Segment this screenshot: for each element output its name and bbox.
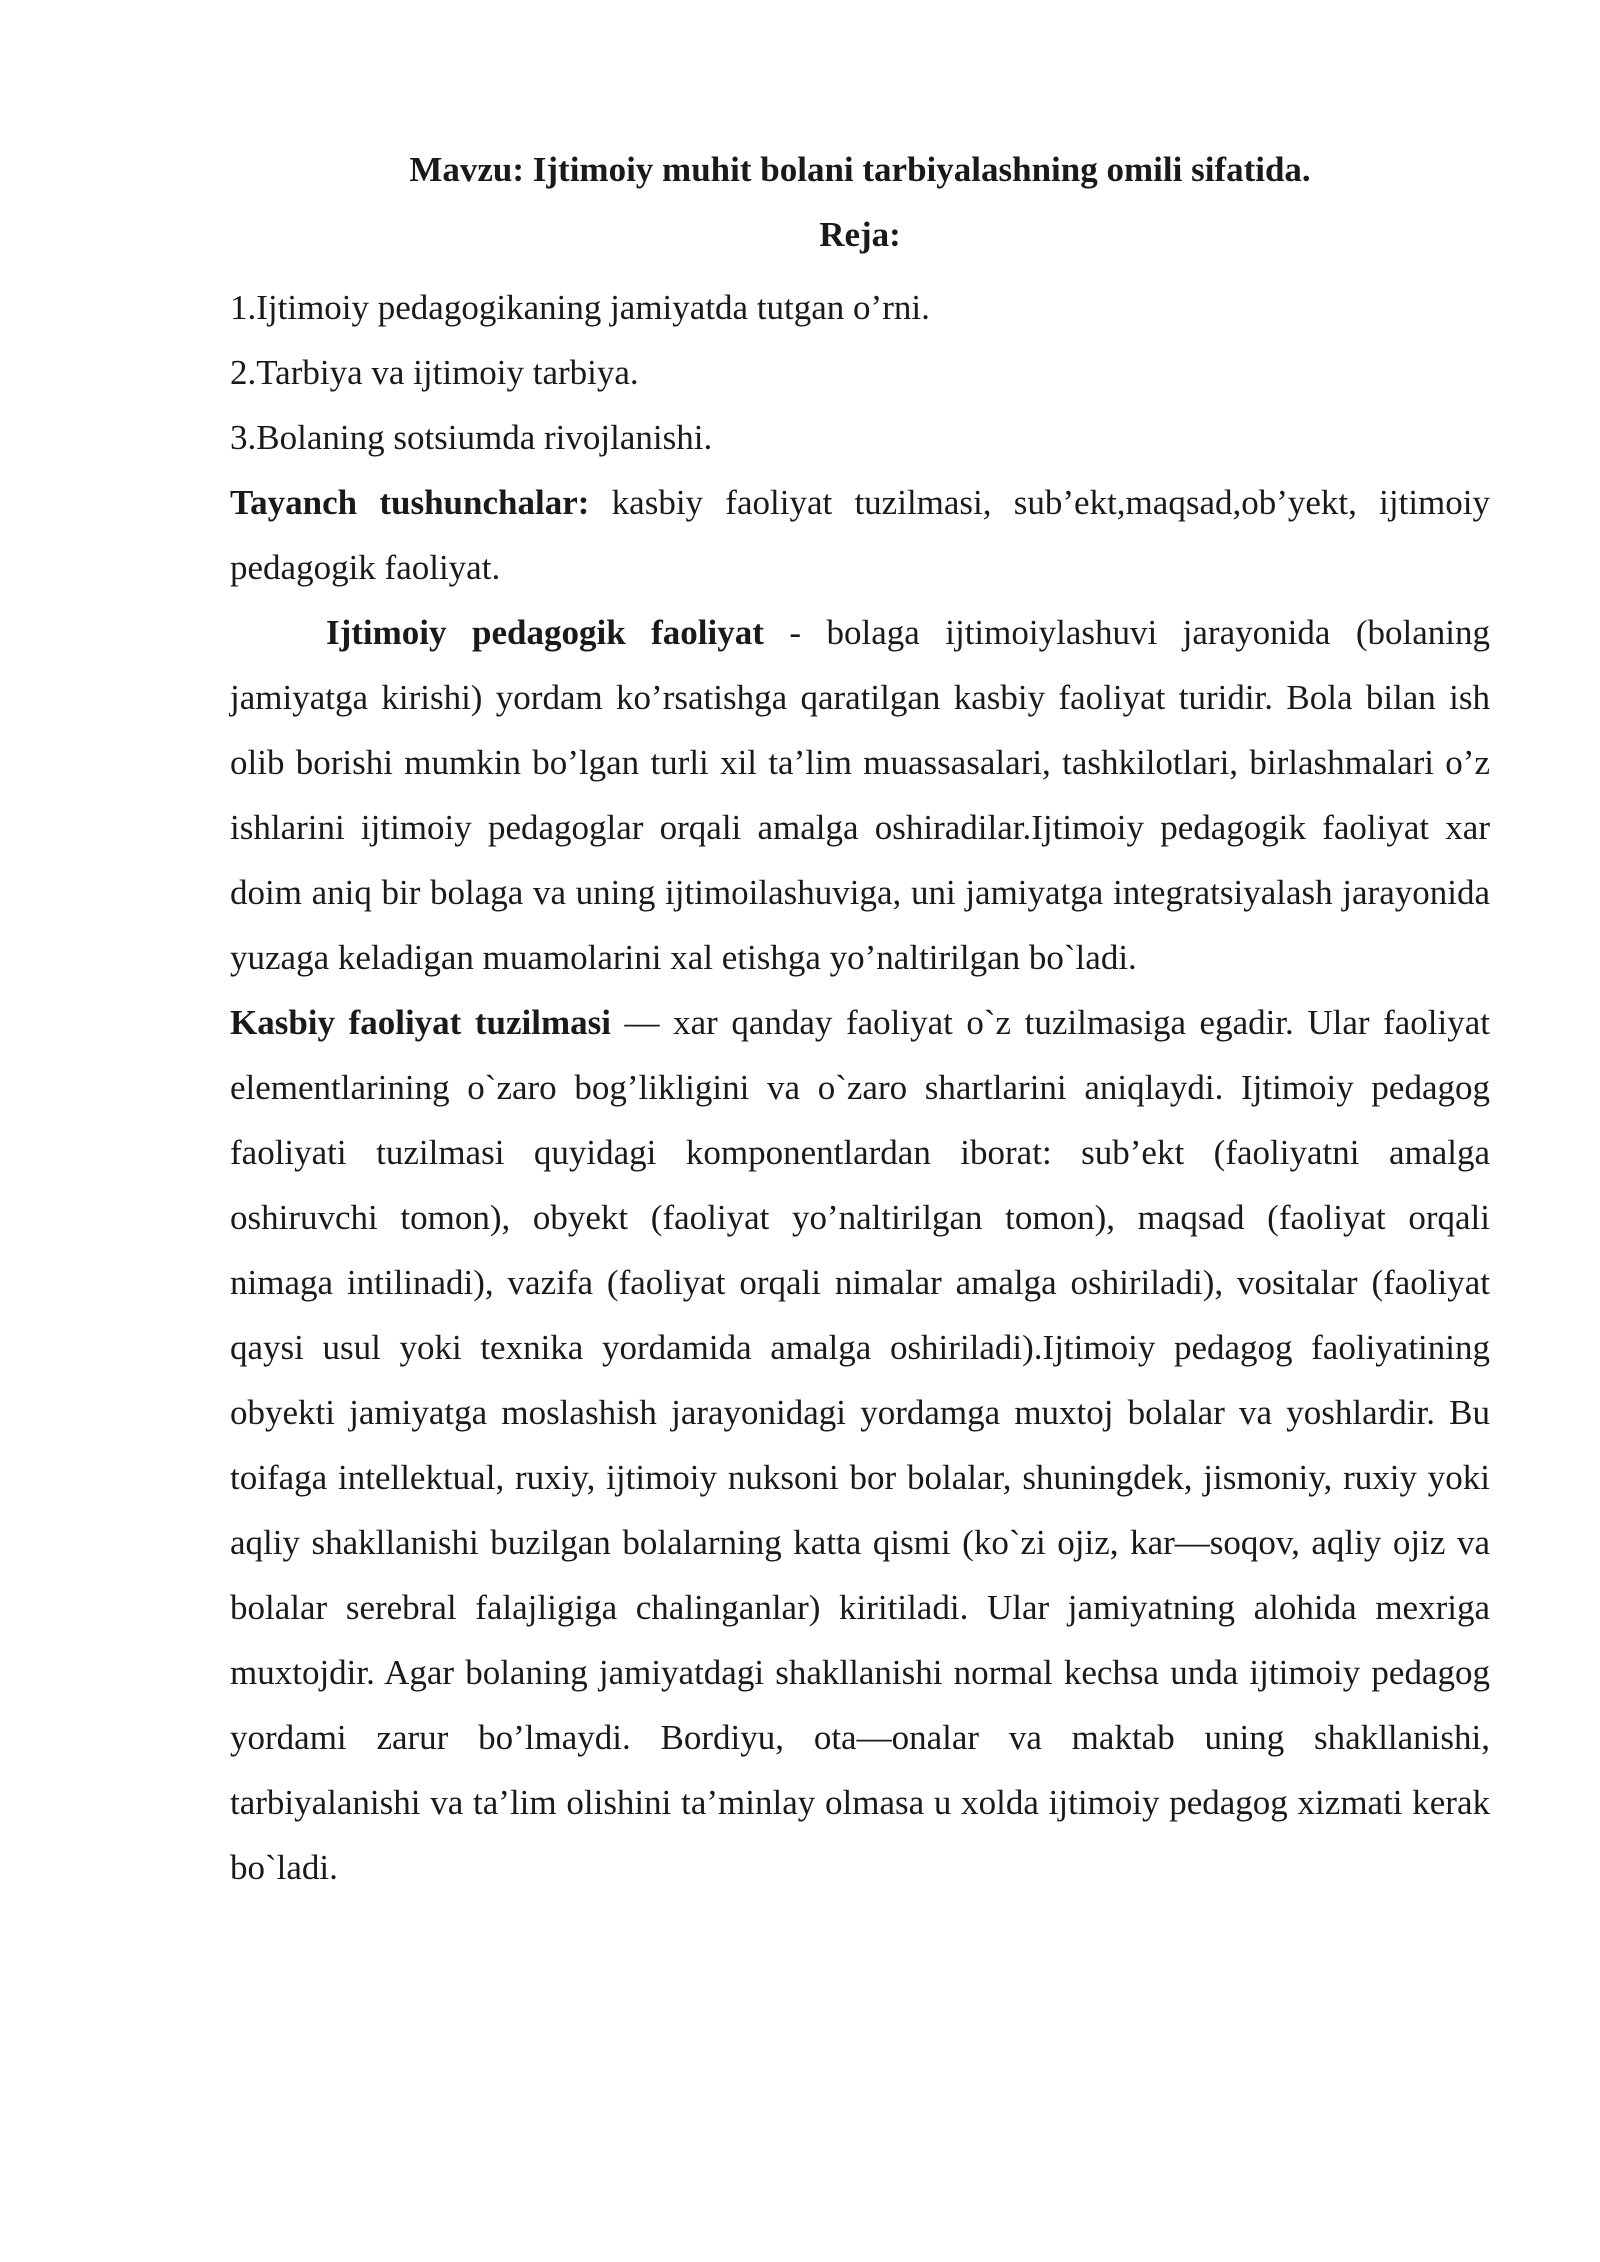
professional-activity-structure-term: Kasbiy faoliyat tuzilmasi: [230, 1003, 611, 1042]
plan-item-2: 2.Tarbiya va ijtimoiy tarbiya.: [230, 353, 639, 392]
plan-heading: Reja:: [819, 215, 901, 254]
social-pedagogical-activity-paragraph: [230, 600, 1490, 990]
social-pedagogical-activity-text: - bolaga ijtimoiylashuvi jarayonida (bolaning jamiyatga kirishi) yordam ko’rsatishga qaratilgan kasbiy faoliyat turidir. Bola bilan ish olib borishi mumkin bo’lgan turli xil ta’lim muassasalari, tashkilotlari, birlashmalari o’z ishlarini ijtimoiy pedagoglar orqali amalga oshiradilar.Ijtimoiy pedagogik faoliyat xar doim aniq bir bolaga va uning ijtimoilashuviga, uni jamiyatga integratsiyalash jarayonida yuzaga keladigan muamolarini xal etishga yo’naltirilgan bo`ladi.: [230, 613, 1490, 977]
document-page: [230, 150, 1490, 1900]
social-pedagogical-activity-term: Ijtimoiy pedagogik faoliyat: [326, 613, 764, 652]
plan-item-1: 1.Ijtimoiy pedagogikaning jamiyatda tutgan o’rni.: [230, 288, 930, 327]
document-title: Mavzu: Ijtimoiy muhit bolani tarbiyalashning omili sifatida.: [409, 150, 1311, 189]
plan-item-3: 3.Bolaning sotsiumda rivojlanishi.: [230, 418, 713, 457]
key-concepts-term: Tayanch tushunchalar:: [230, 483, 590, 522]
key-concepts-paragraph: [230, 470, 1490, 600]
professional-activity-structure-text: — xar qanday faoliyat o`z tuzilmasiga egadir. Ular faoliyat elementlarining o`zaro bog’likligini va o`zaro shartlarini aniqlaydi. Ijtimoiy pedagog faoliyati tuzilmasi quyidagi komponentlardan iborat: sub’ekt (faoliyatni amalga oshiruvchi tomon), obyekt (faoliyat yo’naltirilgan tomon), maqsad (faoliyat orqali nimaga intilinadi), vazifa (faoliyat orqali nimalar amalga oshiriladi), vositalar (faoliyat qaysi usul yoki texnika yordamida amalga oshiriladi).Ijtimoiy pedagog faoliyatining obyekti jamiyatga moslashish jarayonidagi yordamga muxtoj bolalar va yoshlardir. Bu toifaga intellektual, ruxiy, ijtimoiy nuksoni bor bolalar, shuningdek, jismoniy, ruxiy yoki aqliy shakllanishi buzilgan bolalarning katta qismi (ko`zi ojiz, kar—soqov, aqliy ojiz va bolalar serebral falajligiga chalinganlar) kiritiladi. Ular jamiyatning alohida mexriga muxtojdir. Agar bolaning jamiyatdagi shakllanishi normal kechsa unda ijtimoiy pedagog yordami zarur bo’lmaydi. Bordiyu, ota—onalar va maktab uning shakllanishi, tarbiyalanishi va ta’lim olishini ta’minlay olmasa u xolda ijtimoiy pedagog xizmati kerak bo`ladi.: [230, 1003, 1490, 1887]
key-concepts-text: kasbiy faoliyat tuzilmasi, sub’ekt,maqsad,ob’yekt, ijtimoiy pedagogik faoliyat.: [230, 483, 1490, 587]
professional-activity-structure-paragraph: [230, 990, 1490, 1900]
